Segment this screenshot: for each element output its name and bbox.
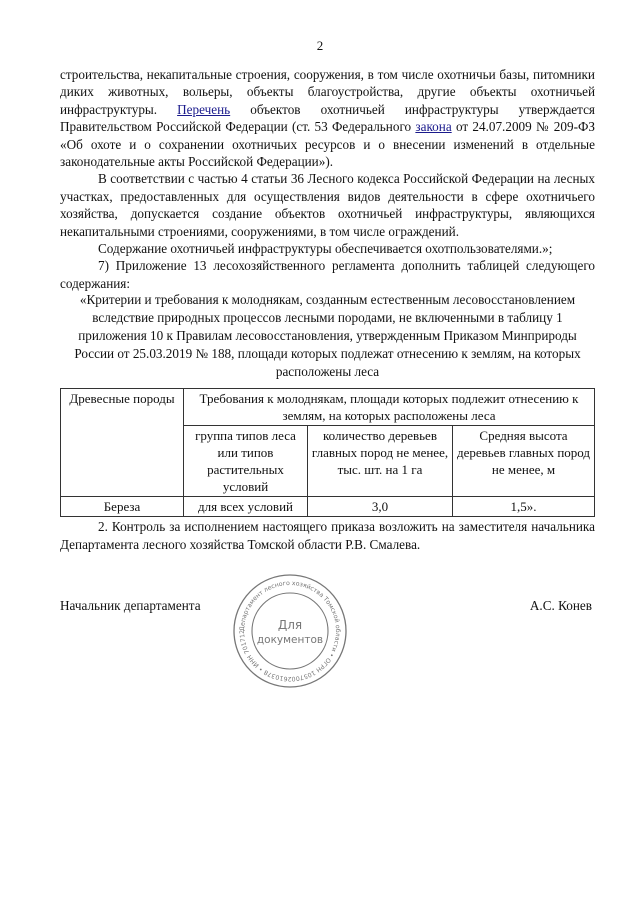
paragraph-text-segment: от 24.07.2009 № 209-ФЗ «Об охоте и о сохранении охотничьих ресурсов и о внесении изменений в отдельные законодательные акты Российской Федерации»). xyxy=(60,119,595,170)
paragraph-infrastructure xyxy=(60,66,595,170)
requirements-header: Требования к молоднякам, площади которых подлежит отнесению к землям, на которых расположены леса xyxy=(184,389,595,426)
forest-type-header: группа типов леса или типов растительных условий xyxy=(184,426,308,497)
official-stamp xyxy=(226,572,354,690)
paragraph-maintenance: Содержание охотничьей инфраструктуры обеспечивается охотпользователями.»; xyxy=(98,241,553,257)
legal-reference-link[interactable]: закона xyxy=(415,119,452,135)
tree-count-cell: 3,0 xyxy=(308,497,453,517)
legal-reference-link[interactable]: Перечень xyxy=(177,101,231,117)
signatory-title: Начальник департамента xyxy=(60,598,201,613)
requirements-table xyxy=(60,388,595,517)
tree-height-cell: 1,5». xyxy=(453,497,595,517)
forest-type-cell: для всех условий xyxy=(184,497,308,517)
document-body xyxy=(60,66,595,292)
species-cell: Береза xyxy=(61,497,184,517)
table-row xyxy=(61,497,595,517)
paragraph-text-segment: объектов охотничьей инфраструктуры утверждается Правительством Российской Федерации (ст. 53 Федерального xyxy=(60,101,595,135)
species-header: Древесные породы xyxy=(61,389,184,497)
paragraph-text-segment: строительства, некапитальные строения, сооружения, в том числе охотничьи базы, питомники диких животных, вольеры, объекты благоустройства, другие объекты охотничьей инфраструктуры. xyxy=(60,67,595,117)
tree-height-header: Средняя высота деревьев главных пород не менее, м xyxy=(453,426,595,497)
signatory-name: А.С. Конев xyxy=(529,598,592,613)
table-caption: «Критерии и требования к молоднякам, созданным естественным лесовосстановлением вследствие природных процессов лесными породами, не включенными в таблицу 1 приложения 10 к Правилам лесовосстановления, утвержденным Приказом Минприроды России от 25.03.2019 № 188, площади которых подлежат отнесению к землям, на которых расположены леса xyxy=(74,292,581,379)
page-number: 2 xyxy=(316,38,324,53)
paragraph-control: 2. Контроль за исполнением настоящего приказа возложить на заместителя начальника Департамента лесного хозяйства Томской области Р.В. Смалева. xyxy=(60,519,595,552)
stamp-ring-text: Департамент лесного хозяйства Томской области • ОГРН 1057002610378 • ИНН 701712 xyxy=(238,579,342,683)
table-header-row xyxy=(61,389,595,426)
tree-count-header: количество деревьев главных пород не менее, тыс. шт. на 1 га xyxy=(308,426,453,497)
stamp-text-line2: документов xyxy=(256,634,324,646)
paragraph-forest-code: В соответствии с частью 4 статьи 36 Лесного кодекса Российской Федерации на лесных участках, предоставленных для осуществления видов деятельности в сфере охотничьего хозяйства, допускается создание объектов охотничьей инфраструктуры, являющихся некапитальными строениями, сооружениями, в том числе ограждений. xyxy=(60,171,595,239)
stamp-text-line1: Для xyxy=(277,618,303,632)
paragraph-appendix: 7) Приложение 13 лесохозяйственного регламента дополнить таблицей следующего содержания: xyxy=(60,258,595,291)
